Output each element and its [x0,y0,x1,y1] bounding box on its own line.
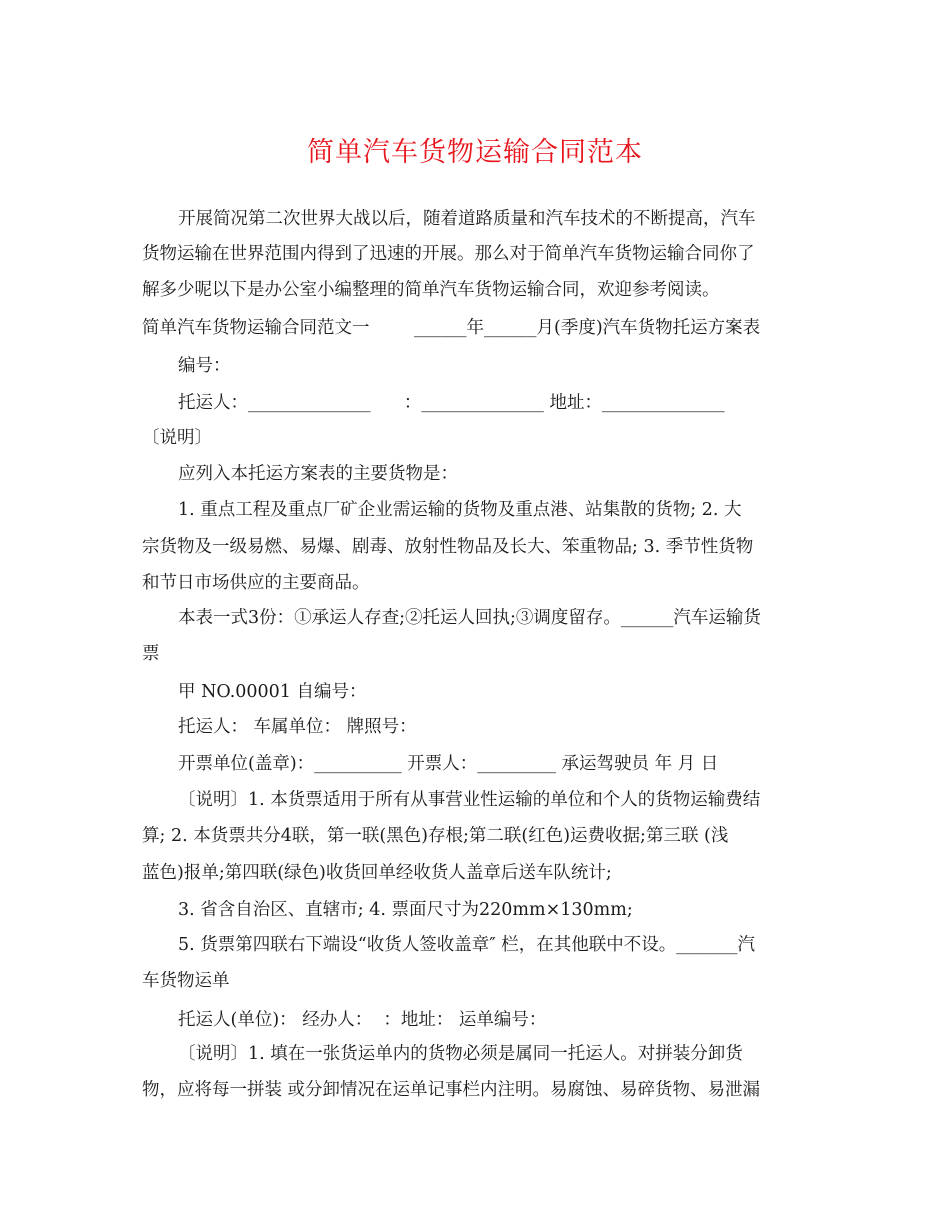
paragraph-line: 托运人(单位)： 经办人： ：地址： 运单编号： [178,1010,547,1030]
paragraph-line: 编号： [178,356,231,376]
paragraph-line: 货物运输在世界范围内得到了迅速的开展。那么对于简单汽车货物运输合同你了 [142,244,755,264]
paragraph-line: 开票单位(盖章)：__________ 开票人：_________ 承运驾驶员 年 月 日 [178,754,719,774]
paragraph-line: 〔说明〕1. 本货票适用于所有从事营业性运输的单位和个人的货物运输费结 [178,790,761,810]
paragraph-line: 本表一式3份：①承运人存查;②托运人回执;③调度留存。______汽车运输货 [178,608,761,628]
paragraph-line: 3. 省含自治区、直辖市; 4. 票面尺寸为220mm×130mm; [178,900,633,920]
paragraph-line: 托运人：______________ ：______________ 地址：______________ [178,393,725,413]
paragraph-line: 物，应将每一拼装 或分卸情况在运单记事栏内注明。易腐蚀、易碎货物、易泄漏 [142,1080,761,1100]
paragraph-line: 甲 NO.00001 自编号： [178,682,367,702]
paragraph-line: 应列入本托运方案表的主要货物是： [178,464,458,484]
document-title: 简单汽车货物运输合同范本 [307,137,643,168]
paragraph-line: 算; 2. 本货票共分4联，第一联(黑色)存根;第二联(红色)运费收据;第三联 (浅 [142,826,729,846]
paragraph-line: 简单汽车货物运输合同范文一 ______年______月(季度)汽车货物托运方案表 [142,318,761,338]
paragraph-line: 车货物运单 [142,971,230,991]
paragraph-line: 蓝色)报单;第四联(绿色)收货回单经收货人盖章后送车队统计; [142,863,612,883]
paragraph-line: 宗货物及一级易燃、易爆、剧毒、放射性物品及长大、笨重物品; 3. 季节性货物 [142,537,754,557]
paragraph-line: 和节日市场供应的主要商品。 [142,573,370,593]
paragraph-line: 〔说明〕 [142,428,212,448]
paragraph-line: 托运人： 车属单位： 牌照号： [178,717,417,737]
paragraph-line: 解多少呢以下是办公室小编整理的简单汽车货物运输合同，欢迎参考阅读。 [142,280,720,300]
paragraph-line: 5. 货票第四联右下端设“收货人签收盖章″ 栏，在其他联中不设。_______汽 [178,935,756,955]
paragraph-line: 票 [142,644,160,664]
paragraph-line: 〔说明〕1. 填在一张货运单内的货物必须是属同一托运人。对拼装分卸货 [178,1044,743,1064]
paragraph-line: 1. 重点工程及重点厂矿企业需运输的货物及重点港、站集散的货物; 2. 大 [178,500,742,520]
paragraph-line: 开展简况第二次世界大战以后，随着道路质量和汽车技术的不断提高，汽车 [178,209,756,229]
